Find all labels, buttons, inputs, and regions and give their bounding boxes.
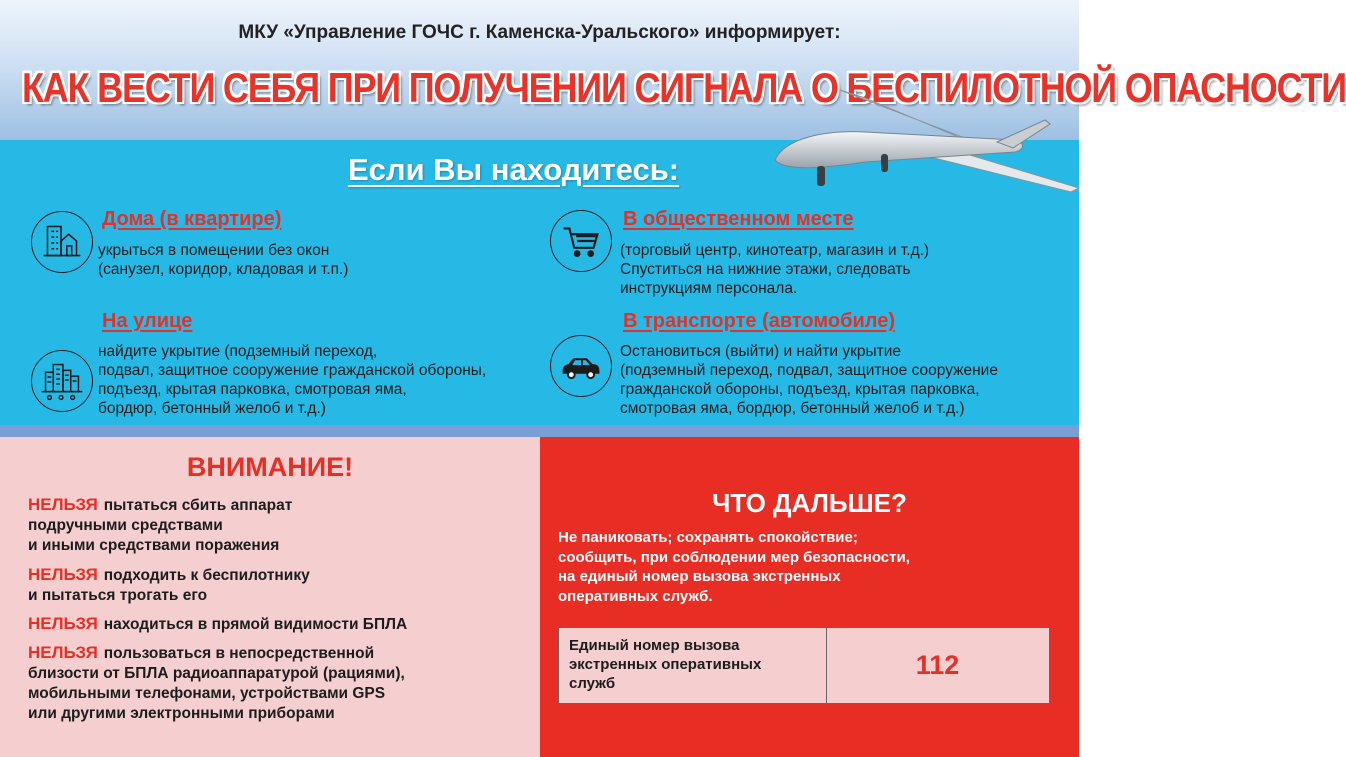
warning-item: НЕЛЬЗЯ пытаться сбить аппарат подручными средствами и иными средствами поражения	[28, 495, 293, 554]
emergency-number[interactable]: 112	[915, 650, 960, 680]
emergency-number-box	[558, 627, 1050, 704]
shopping-cart-icon	[550, 210, 612, 272]
transport-text: Остановиться (выйти) и найти укрытие (подземный переход, подвал, защитное сооружение гражданской обороны, подъезд, крытая парковка, смотровая яма, бордюр, бетонный желоб и т.д.)	[620, 343, 998, 417]
emergency-number-label: Единый номер вызова экстренных оперативных служб	[559, 628, 827, 703]
drone-icon	[745, 90, 1079, 200]
street-heading: На улице	[102, 310, 193, 332]
warning-item: НЕЛЬЗЯ находиться в прямой видимости БПЛА	[28, 614, 408, 633]
organization-line: МКУ «Управление ГОЧС г. Каменска-Уральского» информирует:	[238, 22, 841, 43]
warning-item: НЕЛЬЗЯ пользоваться в непосредственной близости от БПЛА радиоаппаратурой (рациями), мобильными телефонами, устройствами GPS или другими электронными приборами	[28, 643, 405, 722]
home-text: укрыться в помещении без окон (санузел, коридор, кладовая и т.п.)	[98, 242, 349, 278]
warning-title: ВНИМАНИЕ!	[186, 452, 354, 482]
car-icon	[550, 335, 612, 397]
city-icon	[31, 350, 93, 412]
next-text: Не паниковать; сохранять спокойствие; сообщить, при соблюдении мер безопасности, на единый номер вызова экстренных оперативных служб.	[558, 529, 910, 605]
street-text: найдите укрытие (подземный переход, подвал, защитное сооружение гражданской обороны, подъезд, крытая парковка, смотровая яма, бордюр, бетонный желоб и т.д.)	[98, 343, 487, 417]
home-heading: Дома (в квартире)	[102, 208, 282, 230]
headline: КАК ВЕСТИ СЕБЯ ПРИ ПОЛУЧЕНИИ СИГНАЛА О БЕСПИЛОТНОЙ ОПАСНОСТИ	[22, 63, 1346, 111]
public-text: (торговый центр, кинотеатр, магазин и т.д.) Спуститься на нижние этажи, следовать инструкциям персонала.	[620, 242, 930, 297]
divider-stripe	[0, 425, 1079, 437]
situations-title: Если Вы находитесь:	[348, 152, 680, 187]
warning-item: НЕЛЬЗЯ подходить к беспилотнику и пытаться трогать его	[28, 565, 310, 604]
public-heading: В общественном месте	[623, 208, 854, 230]
building-icon	[31, 211, 93, 273]
next-title: ЧТО ДАЛЬШЕ?	[712, 488, 907, 518]
transport-heading: В транспорте (автомобиле)	[623, 310, 895, 332]
